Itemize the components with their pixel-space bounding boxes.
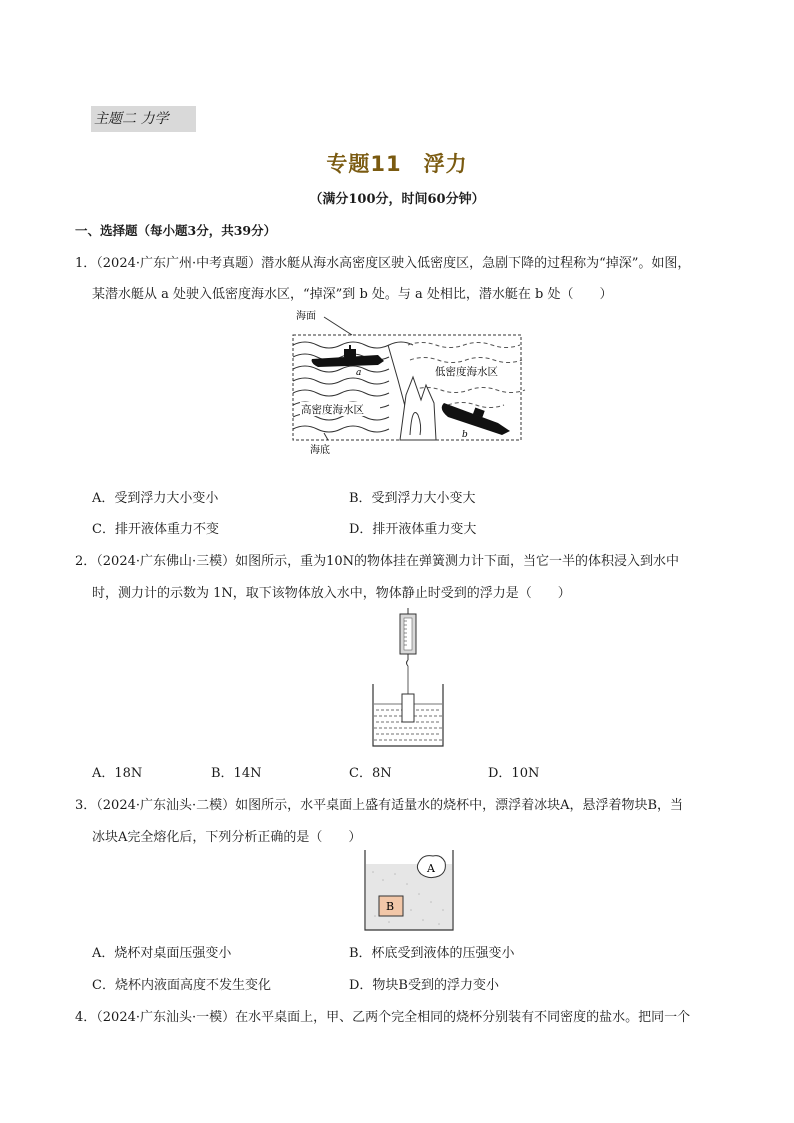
question-1-option-a[interactable]: A．受到浮力大小变小	[92, 491, 219, 506]
question-2-option-b[interactable]: B．14N	[211, 766, 262, 781]
question-1-option-b[interactable]: B．受到浮力大小变大	[349, 491, 476, 506]
submarine-b	[442, 403, 510, 435]
sea-surface-label: 海面	[296, 311, 316, 322]
question-1-option-c[interactable]: C．排开液体重力不变	[92, 522, 219, 537]
seabed-rock	[400, 377, 436, 440]
question-1-option-d[interactable]: D．排开液体重力变大	[349, 522, 477, 537]
question-3-line-2: 冰块A完全熔化后，下列分析正确的是（ ）	[92, 830, 362, 845]
spring-scale-figure	[368, 608, 448, 750]
question-2-option-a[interactable]: A．18N	[92, 766, 143, 781]
block-a-label: A	[427, 862, 435, 875]
sea-floor-label: 海底	[310, 445, 330, 455]
question-2-line-1: 2．（2024·广东佛山·三模）如图所示，重为10N的物体挂在弹簧测力计下面，当它一半的体积浸入到水中	[75, 554, 680, 569]
question-1-line-2: 某潜水艇从 a 处驶入低密度海水区，“掉深”到 b 处。与 a 处相比，潜水艇在 b 处（ ）	[92, 287, 613, 302]
question-4-line-1: 4．（2024·广东汕头·一模）在水平桌面上，甲、乙两个完全相同的烧杯分别装有不同密度的盐水。把同一个	[75, 1010, 691, 1025]
point-a-label: a	[356, 368, 362, 378]
block-b-label: B	[386, 900, 395, 913]
question-1-line-1: 1．（2024·广东广州·中考真题）潜水艇从海水高密度区驶入低密度区，急剧下降的过程称为“掉深”。如图，	[75, 256, 691, 271]
question-3-option-b[interactable]: B．杯底受到液体的压强变小	[349, 946, 515, 961]
question-3-option-d[interactable]: D．物块B受到的浮力变小	[349, 978, 499, 993]
question-2-line-2: 时，测力计的示数为 1N，取下该物体放入水中，物体静止时受到的浮力是（ ）	[92, 586, 571, 601]
hanging-object	[402, 694, 414, 722]
submarine-figure	[288, 305, 528, 455]
submarine-a	[312, 345, 384, 367]
page-subtitle: （满分100分，时间60分钟）	[309, 192, 485, 207]
section-heading: 一、选择题（每小题3分，共39分）	[75, 223, 277, 238]
ice-beaker-figure	[361, 850, 457, 934]
point-b-label: b	[462, 430, 468, 440]
spring-scale	[400, 608, 416, 694]
question-3-line-1: 3．（2024·广东汕头·二模）如图所示，水平桌面上盛有适量水的烧杯中，漂浮着冰块A，悬浮着物块B，当	[75, 798, 684, 813]
question-2-option-d[interactable]: D．10N	[488, 766, 540, 781]
high-density-label: 高密度海水区	[301, 404, 364, 416]
question-3-option-a[interactable]: A．烧杯对桌面压强变小	[92, 946, 232, 961]
page-title: 专题11 浮力	[326, 152, 468, 176]
surface-pointer	[324, 317, 352, 335]
question-2-option-c[interactable]: C．8N	[349, 766, 392, 781]
topic-tag: 主题二 力学	[91, 106, 196, 132]
question-3-option-c[interactable]: C．烧杯内液面高度不发生变化	[92, 978, 271, 993]
low-density-label: 低密度海水区	[435, 366, 498, 378]
